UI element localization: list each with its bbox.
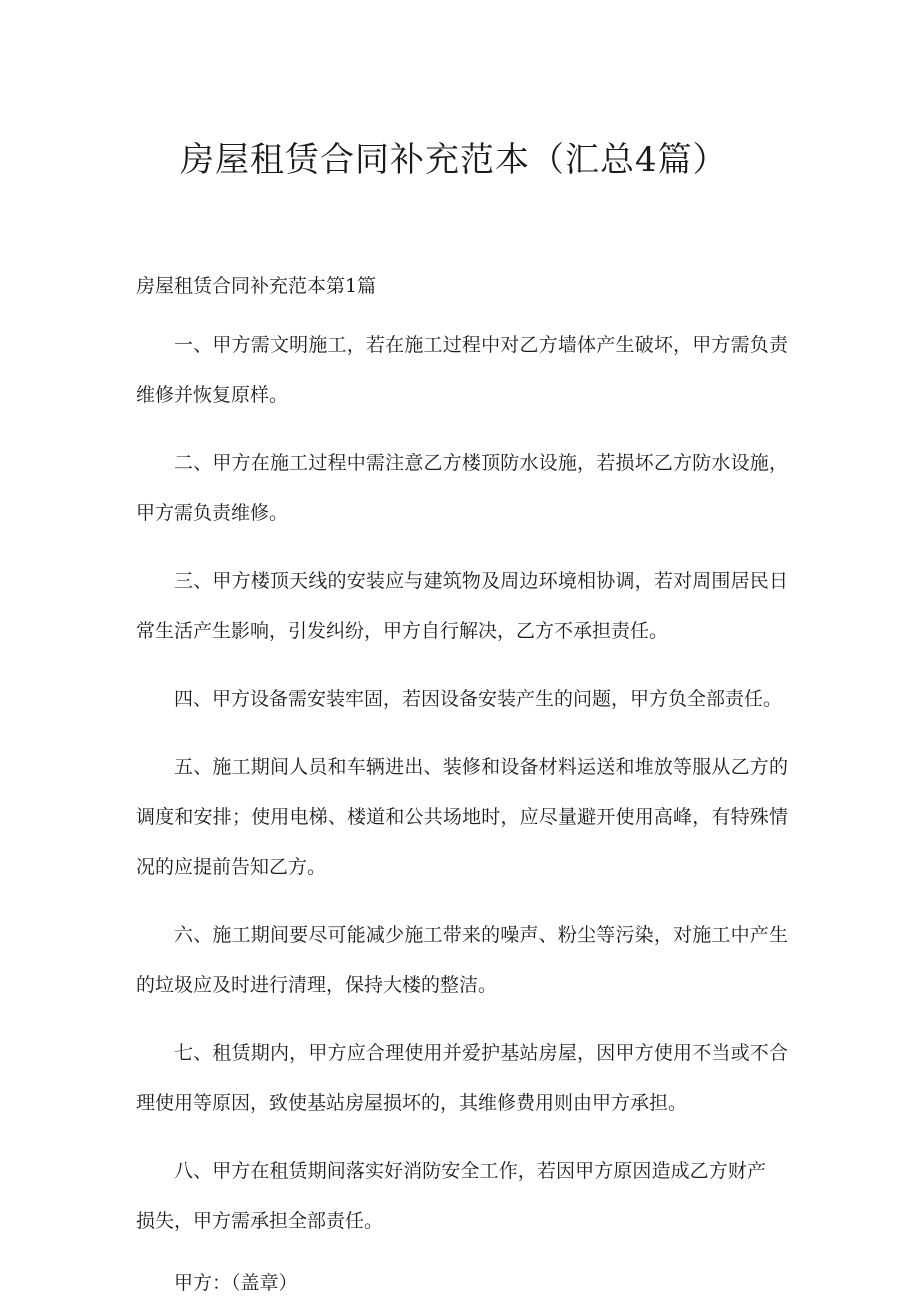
clause-3: 三、甲方楼顶天线的安装应与建筑物及周边环境相协调，若对周围居民日常生活产生影响，引发纠纷，甲方自行解决，乙方不承担责任。	[136, 570, 788, 642]
clause-6: 六、施工期间要尽可能减少施工带来的噪声、粉尘等污染，对施工中产生的垃圾应及时进行清理，保持大楼的整洁。	[136, 924, 788, 996]
signature-line: 甲方：（盖章）	[174, 1272, 298, 1294]
clause-1: 一、甲方需文明施工，若在施工过程中对乙方墙体产生破坏，甲方需负责维修并恢复原样。	[136, 334, 788, 406]
section-heading: 房屋租赁合同补充范本第1篇	[136, 275, 377, 297]
document-body	[136, 320, 788, 1314]
clause-5: 五、施工期间人员和车辆进出、装修和设备材料运送和堆放等服从乙方的调度和安排；使用电梯、楼道和公共场地时，应尽量避开使用高峰，有特殊情况的应提前告知乙方。	[136, 756, 788, 878]
clause-8: 八、甲方在租赁期间落实好消防安全工作，若因甲方原因造成乙方财产损失，甲方需承担全部责任。	[136, 1160, 766, 1232]
clause-4: 四、甲方设备需安装牢固，若因设备安装产生的问题，甲方负全部责任。	[174, 688, 783, 710]
clause-7: 七、租赁期内，甲方应合理使用并爱护基站房屋，因甲方使用不当或不合理使用等原因，致使基站房屋损坏的，其维修费用则由甲方承担。	[136, 1042, 788, 1114]
document-title: 房屋租赁合同补充范本（汇总4篇）	[180, 140, 728, 180]
clause-2: 二、甲方在施工过程中需注意乙方楼顶防水设施，若损坏乙方防水设施，甲方需负责维修。	[136, 452, 788, 524]
